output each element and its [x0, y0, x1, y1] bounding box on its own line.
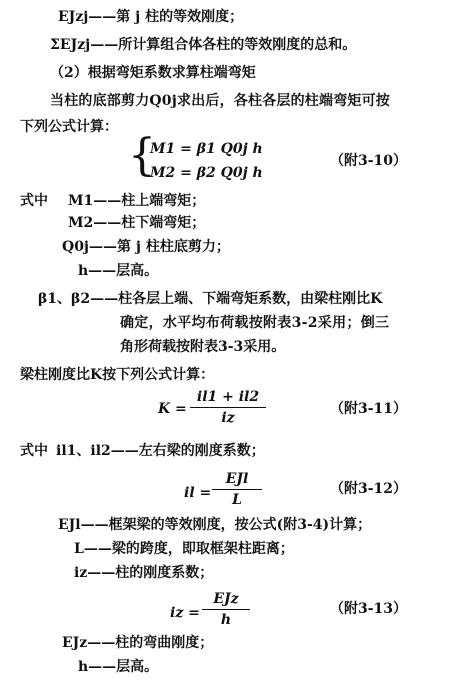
section-heading-2: （2）根据弯矩系数求算柱端弯矩	[50, 65, 256, 81]
def-ejz: EJz——柱的弯曲刚度；	[62, 635, 214, 651]
where-label-2: 式中	[20, 443, 48, 459]
fraction-bar	[212, 489, 262, 490]
def-l: L——梁的跨度，即取框架柱距离；	[74, 541, 294, 557]
def-beta-cont-1: 确定，水平均布荷载按附表3-2采用；倒三	[120, 315, 390, 331]
equation-m2: M2 = β2 Q0j h	[150, 165, 263, 181]
equation-brace: {	[128, 130, 156, 181]
equation-il-fraction	[212, 470, 262, 509]
equation-il-numerator: EJl	[225, 471, 249, 487]
equation-il-denominator: L	[232, 492, 242, 508]
equation-k-denominator: iz	[221, 410, 235, 426]
equation-k-fraction	[190, 388, 266, 427]
def-ejl: EJl——框架梁的等效刚度，按公式(附3-4)计算；	[58, 517, 372, 533]
def-ejzj: EJzj——第 j 柱的等效刚度；	[58, 9, 244, 25]
paragraph-line-2: 下列公式计算：	[20, 119, 118, 135]
fraction-bar	[202, 609, 250, 610]
equation-iz-fraction	[202, 590, 250, 629]
fraction-bar	[190, 407, 266, 408]
equation-k-lhs: K =	[158, 401, 187, 417]
equation-il-lhs: il =	[184, 485, 212, 501]
equation-number-3-11: （附3-11）	[330, 401, 408, 417]
equation-number-3-10: （附3-10）	[330, 153, 408, 169]
def-m1: M1——柱上端弯矩；	[68, 193, 206, 209]
equation-number-3-12: （附3-12）	[330, 481, 408, 497]
def-il1-il2: il1、il2——左右梁的刚度系数；	[56, 443, 265, 459]
def-m2: M2——柱下端弯矩；	[68, 215, 206, 231]
ratio-intro: 梁柱刚度比K按下列公式计算：	[20, 367, 215, 383]
paragraph-line-1: 当柱的底部剪力Q0j求出后，各柱各层的柱端弯矩可按	[50, 93, 391, 109]
equation-iz-numerator: EJz	[213, 591, 239, 607]
equation-iz-denominator: h	[220, 612, 232, 628]
def-h-1: h——层高。	[78, 263, 159, 279]
where-label-1: 式中	[20, 193, 48, 209]
equation-k-numerator: il1 + il2	[196, 389, 260, 405]
equation-m1: M1 = β1 Q0j h	[150, 141, 263, 157]
def-beta-cont-2: 角形荷载按附表3-3采用。	[120, 339, 286, 355]
def-sum-ejzj: ΣEJzj——所计算组合体各柱的等效刚度的总和。	[50, 37, 357, 53]
def-h-2: h——层高。	[78, 659, 159, 675]
def-beta: β1、β2——柱各层上端、下端弯矩系数，由梁柱刚比K	[38, 291, 383, 307]
equation-number-3-13: （附3-13）	[330, 601, 408, 617]
def-q0j: Q0j——第 j 柱柱底剪力；	[62, 239, 230, 255]
equation-iz-lhs: iz =	[170, 605, 200, 621]
def-iz: iz——柱的刚度系数；	[74, 565, 214, 581]
